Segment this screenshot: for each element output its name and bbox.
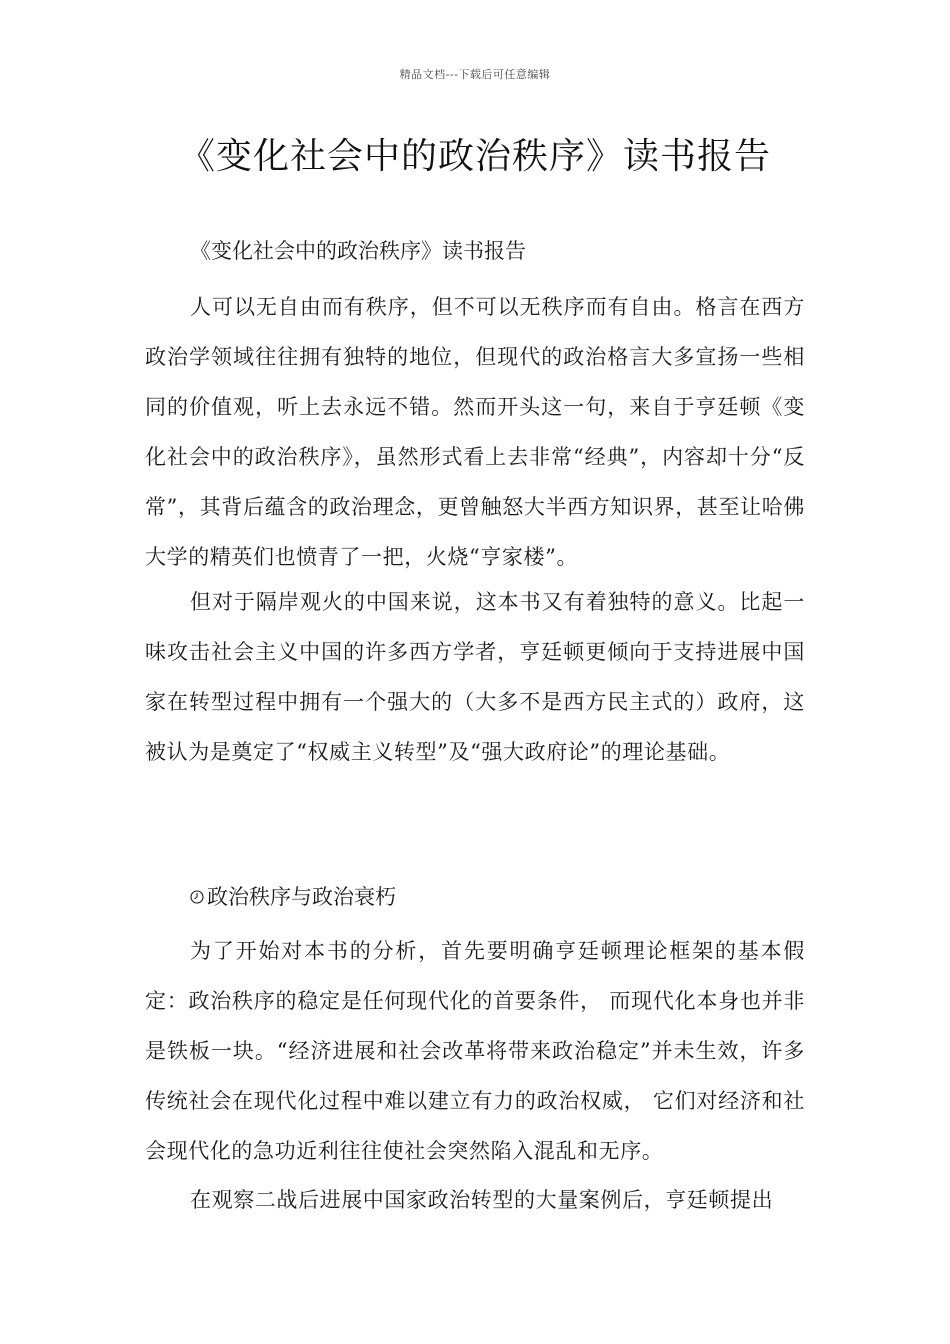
document-subtitle: 《变化社会中的政治秩序》读书报告 — [190, 239, 526, 263]
paragraph-2: 但对于隔岸观火的中国来说，这本书又有着独特的意义。比起一味攻击社会主义中国的许多西方学者，亨廷顿更倾向于支持进展中国家在转型过程中拥有一个强大的（大多不是西方民主式的）政府，这被认为是奠定了“权威主义转型”及“强大政府论”的理论基础。 — [145, 590, 805, 764]
clock-icon — [190, 890, 204, 904]
document-title: 《变化社会中的政治秩序》读书报告 — [178, 136, 771, 177]
header-note: 精品文档---下载后可任意编辑 — [399, 68, 551, 81]
section-heading — [190, 882, 396, 912]
paragraph-3: 为了开始对本书的分析，首先要明确亨廷顿理论框架的基本假定：政治秩序的稳定是任何现代化的首要条件， 而现代化本身也并非是铁板一块。“经济进展和社会改革将带来政治稳定”并未生效，许多传统社会在现代化过程中难以建立有力的政治权威， 它们对经济和社会现代化的急功近利往往使社会突然陷入混乱和无序。 — [145, 939, 805, 1163]
paragraph-1: 人可以无自由而有秩序，但不可以无秩序而有自由。格言在西方政治学领域往往拥有独特的地位，但现代的政治格言大多宣扬一些相同的价值观，听上去永远不错。然而开头这一句，来自于亨廷顿《变化社会中的政治秩序》，虽然形式看上去非常“经典”，内容却十分“反常”，其背后蕴含的政治理念，更曾触怒大半西方知识界，甚至让哈佛大学的精英们也愤青了一把，火烧“亨家楼”。 — [145, 295, 805, 569]
section-heading-text: 政治秩序与政治衰朽 — [207, 885, 396, 909]
paragraph-4: 在观察二战后进展中国家政治转型的大量案例后，亨廷顿提出 — [190, 1188, 774, 1212]
